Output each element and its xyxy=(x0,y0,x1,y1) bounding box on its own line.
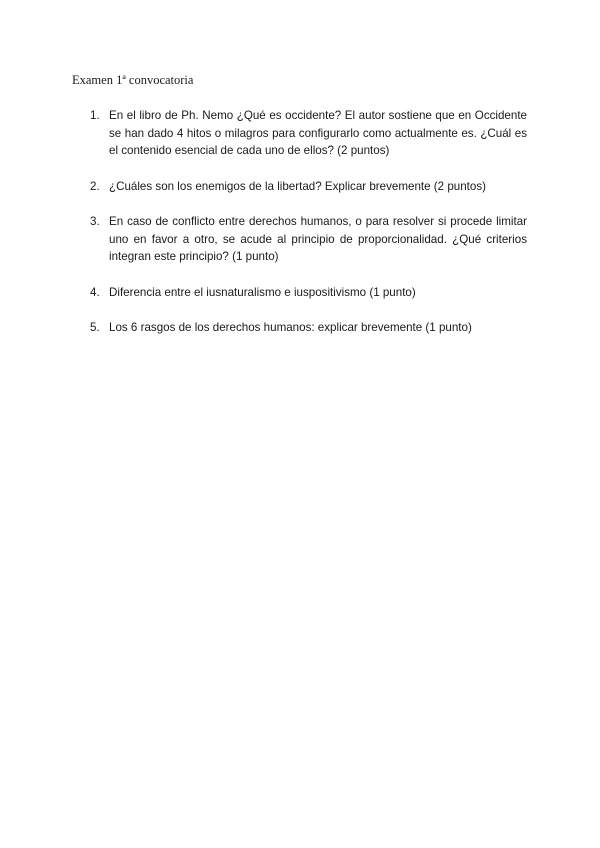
question-item-1 xyxy=(90,107,527,160)
question-number: 5. xyxy=(90,321,100,334)
question-item-5 xyxy=(90,319,527,337)
question-number: 3. xyxy=(90,215,100,228)
exam-title: Examen 1ª convocatoria xyxy=(72,73,194,87)
question-item-4 xyxy=(90,284,527,302)
question-number: 1. xyxy=(90,109,100,122)
question-text: Diferencia entre el iusnaturalismo e iuspositivismo (1 punto) xyxy=(109,285,416,299)
question-item-2 xyxy=(90,178,527,196)
question-text: Los 6 rasgos de los derechos humanos: explicar brevemente (1 punto) xyxy=(109,321,472,334)
question-text: En el libro de Ph. Nemo ¿Qué es occidente? El autor sostiene que en Occidente se han dado 4 hitos o milagros para configurarlo como actualmente es. ¿Cuál es el contenido esencial de cada uno de ellos? (2 puntos) xyxy=(109,109,527,157)
question-number: 2. xyxy=(90,179,100,193)
question-text: En caso de conflicto entre derechos humanos, o para resolver si procede limitar uno en favor a otro, se acude al principio de proporcionalidad. ¿Qué criterios integran este principio? (1 punto) xyxy=(109,215,527,263)
question-list xyxy=(90,107,527,355)
question-item-3 xyxy=(90,213,527,266)
question-number: 4. xyxy=(90,285,100,299)
question-text: ¿Cuáles son los enemigos de la libertad? Explicar brevemente (2 puntos) xyxy=(109,179,486,193)
